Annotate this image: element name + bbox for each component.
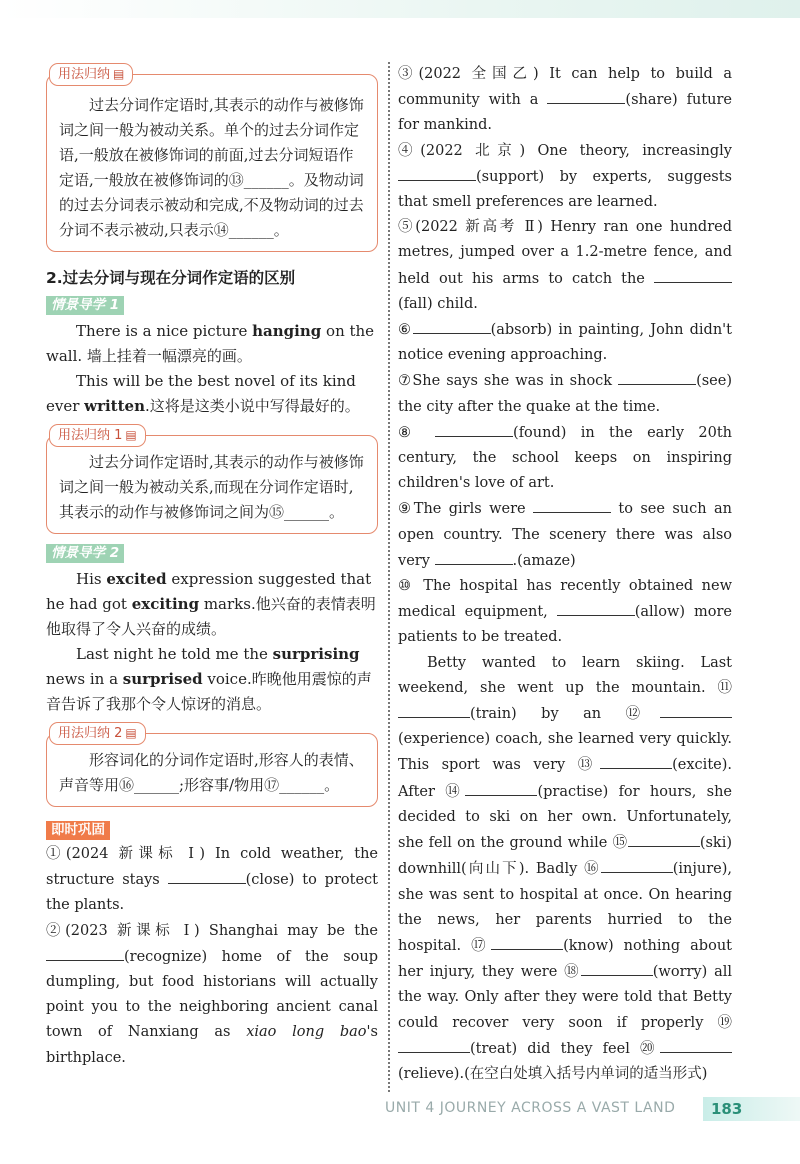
- usage-box-1: [46, 67, 378, 252]
- usage-box-2: [46, 428, 378, 534]
- answer-blank[interactable]: [618, 368, 696, 385]
- question-8: ⑧ (found) in the early 20th century, the school keeps on inspiring children's love of art.: [398, 420, 732, 497]
- answer-blank[interactable]: [547, 87, 625, 104]
- answer-blank[interactable]: [491, 933, 563, 950]
- usage-tag: 用法归纳 2 ▤: [49, 722, 146, 745]
- example-3: His excited expression suggested that he had got exciting marks.他兴奋的表情表明他取得了令人兴奋的成绩。: [46, 570, 376, 638]
- answer-blank[interactable]: [465, 779, 537, 796]
- question-6: ⑥ (absorb) in painting, John didn't notice evening approaching.: [398, 317, 732, 368]
- question-5: ⑤(2022 新高考 Ⅱ) Henry ran one hundred metres, jumped over a 1.2-metre fence, and held out his arms to catch the (fall) child.: [398, 219, 732, 312]
- usage-box-3: [46, 726, 378, 807]
- answer-blank[interactable]: [398, 1036, 470, 1053]
- question-2: ②(2023 新课标 Ⅰ) Shanghai may be the (recognize) home of the soup dumpling, but food historians will actually point you to the neighboring ancient canal town of Nanxiang as xiao long bao's birthplace.: [46, 922, 378, 1066]
- scene-tag-1: 情景导学 1: [46, 296, 124, 315]
- unit-footer: UNIT 4 JOURNEY ACROSS A VAST LAND: [385, 1100, 676, 1116]
- answer-blank[interactable]: [435, 548, 513, 565]
- book-icon: ▤: [113, 67, 125, 81]
- usage-tag: 用法归纳 1 ▤: [49, 424, 146, 447]
- answer-blank[interactable]: [46, 944, 124, 961]
- practice-tag: 即时巩固: [46, 821, 110, 840]
- example-2: This will be the best novel of its kind ever written.这将是这类小说中写得最好的。: [46, 372, 360, 415]
- answer-blank[interactable]: [581, 959, 653, 976]
- usage-tag: 用法归纳 ▤: [49, 63, 133, 86]
- answer-blank[interactable]: [660, 1036, 732, 1053]
- answer-blank[interactable]: [601, 856, 673, 873]
- scene-tag-2: 情景导学 2: [46, 544, 124, 563]
- question-9: ⑨The girls were to see such an open country. The scenery there was also very .(amaze): [398, 496, 732, 574]
- question-4: ④(2022 北京) One theory, increasingly (support) by experts, suggests that smell preferences are learned.: [398, 142, 732, 211]
- question-3: ③(2022 全国乙) It can help to build a community with a (share) future for mankind.: [398, 66, 732, 134]
- column-divider: [388, 62, 390, 1092]
- example-1: There is a nice picture hanging on the wall. 墙上挂着一幅漂亮的画。: [46, 322, 375, 365]
- answer-blank[interactable]: [533, 496, 611, 513]
- answer-blank[interactable]: [557, 599, 635, 616]
- right-column: [398, 62, 732, 1087]
- example-4: Last night he told me the surprising news in a surprised voice.昨晚他用震惊的声音告诉了我那个令人惊讶的消息。: [46, 645, 372, 713]
- answer-blank[interactable]: [660, 701, 732, 718]
- answer-blank[interactable]: [628, 830, 700, 847]
- answer-blank[interactable]: [398, 164, 476, 181]
- usage-text: 过去分词作定语时,其表示的动作与被修饰词之间一般为被动关系。单个的过去分词作定语,一般放在被修饰词的前面,过去分词短语作定语,一般放在被修饰词的⑬______。及物动词的过去分词表示被动和完成,不及物动词的过去分词不表示被动,只表示⑭______。: [59, 96, 364, 239]
- answer-blank[interactable]: [168, 867, 246, 884]
- answer-blank[interactable]: [600, 752, 672, 769]
- question-1: ①(2024 新课标 Ⅰ) In cold weather, the structure stays (close) to protect the plants.: [46, 846, 378, 914]
- book-icon: ▤: [125, 428, 137, 442]
- usage-text: 形容词化的分词作定语时,形容人的表情、声音等用⑯______;形容事/物用⑰______。: [59, 751, 364, 794]
- question-7: ⑦She says she was in shock (see) the city after the quake at the time.: [398, 368, 732, 419]
- book-icon: ▤: [125, 726, 137, 740]
- page-number: 183: [703, 1097, 800, 1121]
- passage: Betty wanted to learn skiing. Last weekend, she went up the mountain. ⑪(train) by an ⑫(experience) coach, she learned very quickly. This sport was very ⑬ (excite). After ⑭ (practise) for hours, she decided to ski on her own. Unfortunately, she fell on the ground while ⑮ (ski) downhill(向山下). Badly ⑯ (injure), she was sent to hospital at once. On hearing the news, her parents hurried to the hospital. ⑰ (know) nothing about her injury, they were ⑱ (worry) all the way. Only after they were told that Betty could recover very soon if properly ⑲(treat) did they feel ⑳(relieve).(在空白处填入括号内单词的适当形式): [398, 654, 732, 1082]
- header-gradient-bar: [0, 0, 800, 18]
- section-title: 2.过去分词与现在分词作定语的区别: [46, 269, 296, 287]
- question-10: ⑩ The hospital has recently obtained new medical equipment, (allow) more patients to be treated.: [398, 578, 732, 646]
- left-column: [46, 62, 378, 1071]
- usage-text: 过去分词作定语时,其表示的动作与被修饰词之间一般为被动关系,而现在分词作定语时,其表示的动作与被修饰词之间为⑮______。: [59, 453, 364, 521]
- answer-blank[interactable]: [654, 266, 732, 283]
- answer-blank[interactable]: [435, 420, 513, 437]
- answer-blank[interactable]: [413, 317, 491, 334]
- answer-blank[interactable]: [398, 701, 470, 718]
